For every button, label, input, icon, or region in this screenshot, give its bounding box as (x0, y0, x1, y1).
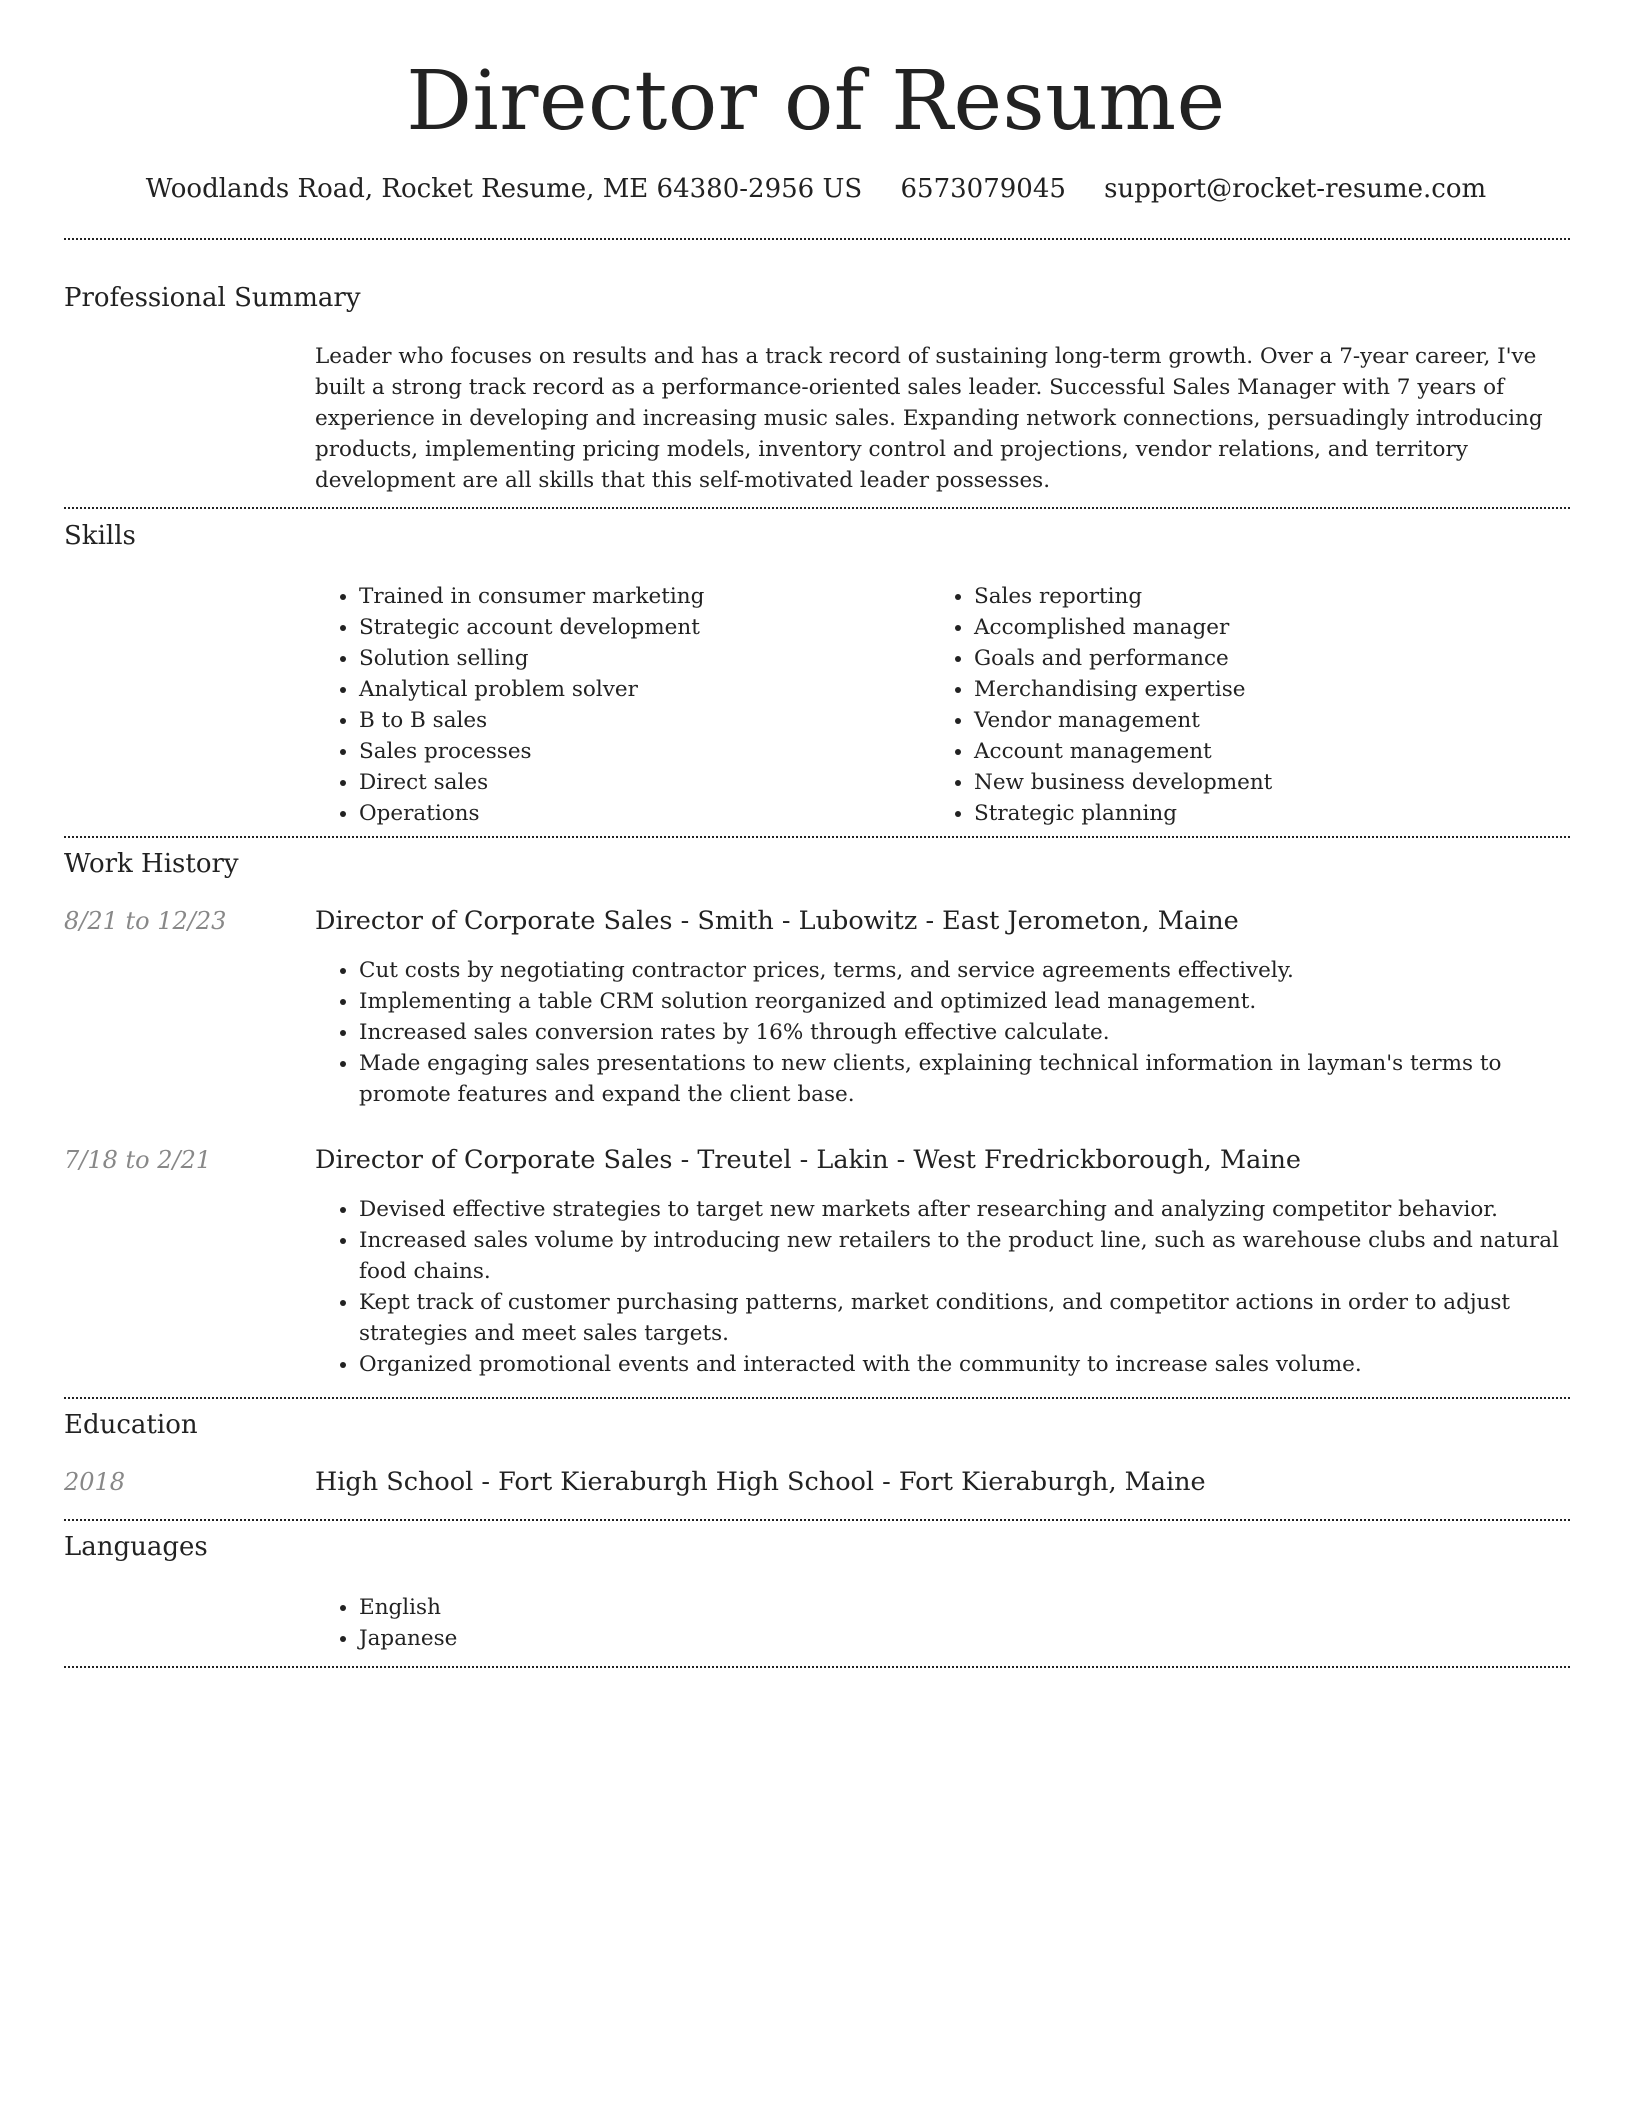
job-bullet: • Implementing a table CRM solution reorganized and optimized lead management. (359, 986, 1560, 1017)
job-bullets (315, 1194, 1560, 1380)
contact-address: Woodlands Road, Rocket Resume, ME 64380-2956 US (145, 174, 863, 204)
skill-item: • Direct sales (359, 767, 915, 798)
skill-item: • Sales reporting (974, 581, 1530, 612)
skill-item: • Accomplished manager (974, 612, 1530, 643)
summary-heading: Professional Summary (64, 283, 361, 313)
language-item: • English (359, 1592, 1560, 1623)
job-bullet: • Increased sales conversion rates by 16% through effective calculate. (359, 1017, 1560, 1048)
contact-line (0, 170, 1632, 208)
education-heading: Education (64, 1410, 198, 1440)
skill-item: • Strategic planning (974, 798, 1530, 829)
skill-item: • Operations (359, 798, 915, 829)
contact-email: support@rocket-resume.com (1104, 174, 1487, 204)
job-bullet: • Devised effective strategies to target new markets after researching and analyzing competitor behavior. (359, 1194, 1560, 1225)
job-title: Director of Corporate Sales - Smith - Lubowitz - East Jerometon, Maine (315, 906, 1239, 936)
resume-name: Director of Resume (406, 54, 1226, 149)
section-divider (64, 1519, 1570, 1521)
skill-item: • Account management (974, 736, 1530, 767)
section-divider (64, 1397, 1570, 1399)
languages-list (315, 1592, 1560, 1654)
education-entry: High School - Fort Kieraburgh High School - Fort Kieraburgh, Maine (315, 1467, 1206, 1497)
skill-item: • Trained in consumer marketing (359, 581, 915, 612)
work-heading: Work History (64, 849, 239, 879)
contact-phone: 6573079045 (900, 174, 1066, 204)
summary-text: Leader who focuses on results and has a track record of sustaining long-term growth. Over a 7-year career, I've built a strong track record as a performance-oriented sales leader. Successful Sales Manager with 7 years of experience in developing and increasing music sales. Expanding network connections, persuadingly introducing products, implementing pricing models, inventory control and projections, vendor relations, and territory development are all skills that this self-motivated leader possesses. (315, 344, 1543, 493)
section-divider (64, 836, 1570, 838)
skill-item: • B to B sales (359, 705, 915, 736)
skill-item: • New business development (974, 767, 1530, 798)
job-bullet: • Made engaging sales presentations to new clients, explaining technical information in layman's terms to promote features and expand the client base. (359, 1048, 1560, 1110)
skills-column-right (930, 581, 1530, 829)
languages-heading: Languages (64, 1532, 208, 1562)
job-bullet: • Kept track of customer purchasing patterns, market conditions, and competitor actions in order to adjust strategies and meet sales targets. (359, 1287, 1560, 1349)
job-bullet: • Organized promotional events and interacted with the community to increase sales volume. (359, 1349, 1560, 1380)
job-date: 8/21 to 12/23 (64, 907, 227, 935)
skill-item: • Sales processes (359, 736, 915, 767)
job-bullet: • Increased sales volume by introducing new retailers to the product line, such as warehouse clubs and natural food chains. (359, 1225, 1560, 1287)
job-date: 7/18 to 2/21 (64, 1146, 212, 1174)
skills-column-left (315, 581, 915, 829)
skill-item: • Vendor management (974, 705, 1530, 736)
section-divider (64, 1666, 1570, 1668)
language-item: • Japanese (359, 1623, 1560, 1654)
skills-heading: Skills (64, 521, 136, 551)
skill-item: • Strategic account development (359, 612, 915, 643)
section-divider (64, 507, 1570, 509)
job-title: Director of Corporate Sales - Treutel - Lakin - West Fredrickborough, Maine (315, 1145, 1301, 1175)
skill-item: • Solution selling (359, 643, 915, 674)
section-divider (64, 238, 1570, 240)
skill-item: • Merchandising expertise (974, 674, 1530, 705)
job-bullet: • Cut costs by negotiating contractor prices, terms, and service agreements effectively. (359, 955, 1560, 986)
job-bullets (315, 955, 1560, 1110)
skill-item: • Goals and performance (974, 643, 1530, 674)
education-date: 2018 (64, 1468, 126, 1496)
skill-item: • Analytical problem solver (359, 674, 915, 705)
